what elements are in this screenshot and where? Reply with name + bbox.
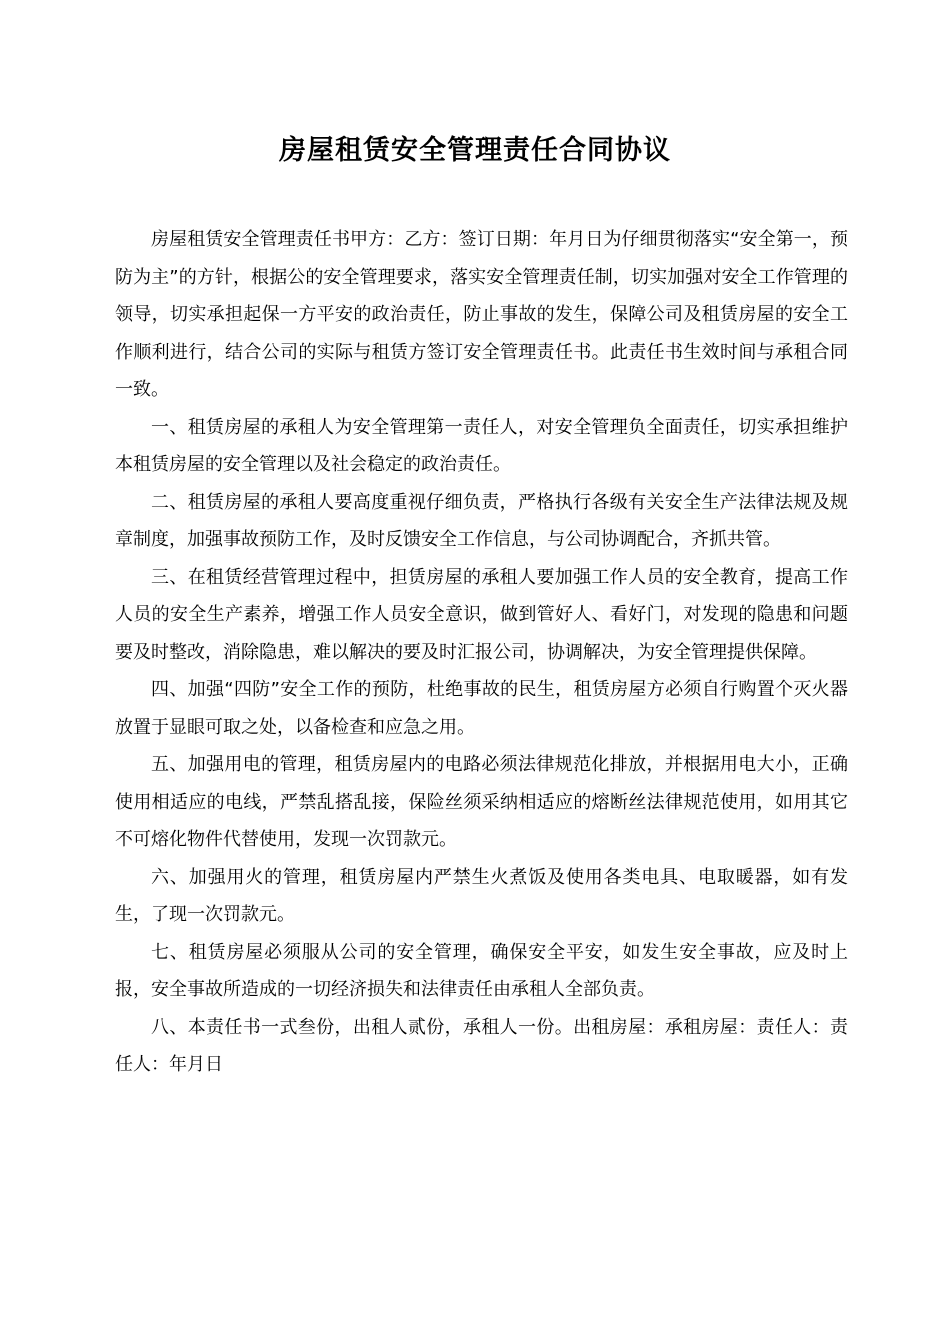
clause-5-paragraph: 五、加强用电的管理，租赁房屋内的电路必须法律规范化排放，并根据用电大小，正确使用相适应的电线，严禁乱搭乱接，保险丝须采纳相适应的熔断丝法律规范使用，如用其它不可熔化物件代替使用，发现一次罚款元。 [115,754,848,850]
document-body [115,221,848,1084]
clause-8-paragraph: 八、本责任书一式叁份，出租人贰份，承租人一份。出租房屋：承租房屋：责任人：责任人：年月日 [115,1016,848,1075]
clause-4-paragraph: 四、加强“四防”安全工作的预防，杜绝事故的民生，租赁房屋方必须自行购置个灭火器放置于显眼可取之处，以备检查和应急之用。 [115,679,848,738]
clause-1-paragraph: 一、租赁房屋的承租人为安全管理第一责任人，对安全管理负全面责任，切实承担维护本租赁房屋的安全管理以及社会稳定的政治责任。 [115,416,848,475]
intro-paragraph: 房屋租赁安全管理责任书甲方：乙方：签订日期：年月日为仔细贯彻落实“安全第一，预防为主”的方针，根据公的安全管理要求，落实安全管理责任制，切实加强对安全工作管理的领导，切实承担起保一方平安的政治责任，防止事故的发生，保障公司及租赁房屋的安全工作顺利进行，结合公司的实际与租赁方签订安全管理责任书。此责任书生效时间与承租合同一致。 [115,229,848,400]
clause-2-paragraph: 二、租赁房屋的承租人要高度重视仔细负责，严格执行各级有关安全生产法律法规及规章制度，加强事故预防工作，及时反馈安全工作信息，与公司协调配合，齐抓共管。 [115,491,848,550]
clause-3-paragraph: 三、在租赁经营管理过程中，担赁房屋的承租人要加强工作人员的安全教育，提高工作人员的安全生产素养，增强工作人员安全意识，做到管好人、看好门，对发现的隐患和问题要及时整改，消除隐患，难以解决的要及时汇报公司，协调解决，为安全管理提供保障。 [115,566,848,663]
clause-6-paragraph: 六、加强用火的管理，租赁房屋内严禁生火煮饭及使用各类电具、电取暖器，如有发生，了现一次罚款元。 [115,866,848,925]
document-title: 房屋租赁安全管理责任合同协议 [279,135,671,166]
clause-7-paragraph: 七、租赁房屋必须服从公司的安全管理，确保安全平安，如发生安全事故，应及时上报，安全事故所造成的一切经济损失和法律责任由承租人全部负责。 [115,941,848,1000]
